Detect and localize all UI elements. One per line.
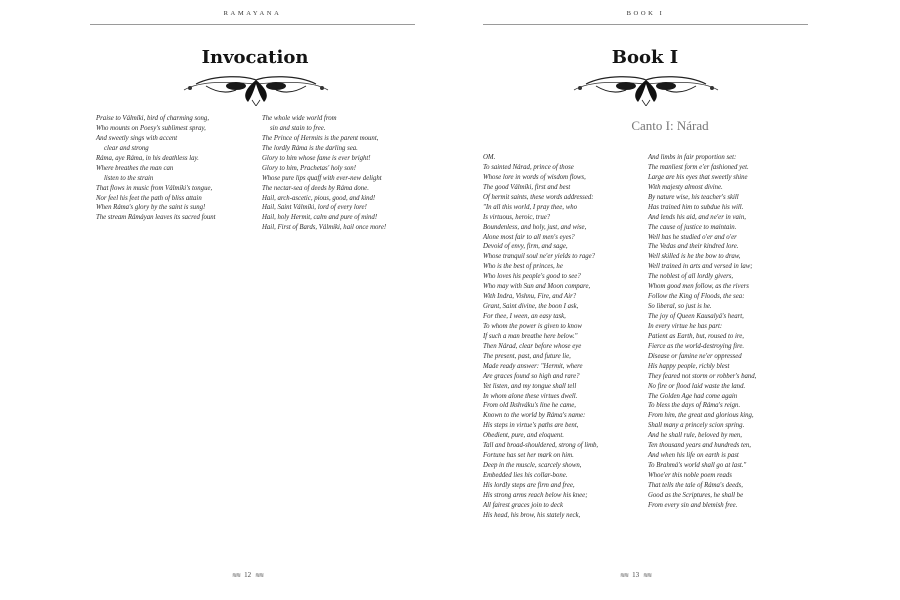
verse-line: Grant, Saint divine, the boon I ask, [483,303,579,311]
verse-line: Whose pure lips quaff with ever-new delight [262,174,382,182]
verse-line: The Golden Age had come again [648,392,738,400]
verse-line: Shall many a princely scion spring. [648,422,745,430]
verse-line: Whom good men follow, as the rivers [648,283,749,291]
verse-line: The Prince of Hermits is the parent mount, [262,134,379,142]
verse-column-1 [96,114,216,223]
verse-line: Who is the best of princes, he [483,263,563,271]
verse-line: And limbs in fair proportion set: [648,154,737,161]
page-title: Book I [611,47,679,68]
verse-line: Has trained him to subdue his will. [648,203,744,211]
verse-line: Where breathes the man can [96,164,174,172]
verse-line: His strong arms reach below his knee; [483,491,588,499]
verse-line: Who may with Sun and Moon compare, [483,283,591,291]
verse-line: Hail, arch-ascetic, pious, good, and kind! [262,194,376,202]
verse-line: When Ráma's glory by the saint is sung! [96,204,206,212]
verse-line: Whose tranquil soul ne'er yields to rage? [483,253,596,261]
verse-line: Yet listen, and my tongue shall tell [483,382,577,390]
verse-line: By nature wise, his teacher's skill [648,193,739,201]
verse-line: His head, his brow, his stately neck, [483,511,581,519]
running-head: BOOK I [626,10,665,17]
verse-line: listen to the strain [104,174,154,182]
verse-line: Patient as Earth, but, roused to ire, [648,332,744,340]
verse-line: And he shall rule, beloved by men, [648,432,742,440]
verse-line: Large are his eyes that sweetly shine [648,173,748,181]
page-number: 13 [632,571,640,579]
verse-line: His steps in virtue's paths are bent, [483,422,579,430]
verse-line: No fire or flood laid waste the land. [648,382,746,390]
verse-line: Tall and broad-shouldered, strong of limb, [483,442,599,450]
verse-line: Whoe'er this noble poem reads [648,472,732,479]
verse-line: The whole wide world from [262,115,337,122]
verse-line: The lordly Ráma is the darling sea. [262,144,358,152]
header-rule [483,24,808,25]
verse-line: They feared not storm or robber's band, [648,372,757,380]
right-page [450,0,900,600]
flourish-ornament [176,66,336,106]
ornament-icon: ≋≋ [232,572,241,579]
verse-line: That tells the tale of Ráma's deeds, [648,481,743,489]
verse-line: That flows in music from Válmíki's tongue, [96,184,213,192]
ornament-icon: ≋≋ [255,572,264,579]
verse-line: Who loves his people's good to see? [483,273,581,281]
verse-line: Fortune has set her mark on him. [483,452,574,460]
verse-line: From him, the great and glorious king, [648,412,754,420]
verse-line: Good as the Scriptures, he shall be [648,491,744,499]
verse-line: Disease or famine ne'er oppressed [648,352,742,360]
verse-line: Hail, Saint Válmíki, lord of every lore! [262,204,367,212]
verse-column-2 [648,153,756,511]
page-number-footer [620,571,651,579]
verse-line: Is virtuous, heroic, true? [483,213,551,221]
verse-line: For thee, I ween, an easy task, [483,313,566,320]
verse-column-1 [483,153,598,521]
verse-line: And when his life on earth is past [648,452,739,460]
page-number-footer [232,571,263,579]
verse-line: Deep in the muscle, scarcely shown, [483,462,582,470]
verse-line: Praise to Válmíki, bird of charming song, [96,115,210,122]
verse-line: The noblest of all lordly givers, [648,273,734,281]
verse-line: Glory to him whose fame is ever bright! [262,154,371,162]
verse-line: sin and stain to free. [270,124,326,132]
verse-line: With majesty almost divine. [648,183,723,191]
verse-line: Fierce as the world-destroying fire. [648,342,745,350]
canto-title: Canto I: Nárad [631,118,709,133]
verse-line: Well skilled is he the bow to draw, [648,253,741,261]
ornament-icon: ≋≋ [643,572,652,579]
verse-line: Known to the world by Ráma's name: [483,412,586,420]
verse-line: Glory to him, Prachetas' holy son! [262,164,356,172]
page-title: Invocation [201,47,309,68]
flourish-ornament [566,66,726,106]
verse-line: Then Nárad, clear before whose eye [483,342,582,350]
running-head: RAMAYANA [223,10,282,17]
verse-line: The present, past, and future lie, [483,352,571,360]
verse-line: The manliest form e'er fashioned yet. [648,163,749,171]
verse-line: "In all this world, I pray thee, who [483,203,578,211]
verse-line: To whom the power is given to know [483,322,582,330]
verse-line: The stream Rámáyan leaves its sacred fount [96,214,216,222]
verse-line: From every sin and blemish free. [648,501,738,509]
verse-line: Embedded lies his collar-bone. [483,472,568,479]
verse-line: Ráma, aye Ráma, in his deathless lay. [96,154,199,162]
verse-line: Whose lore in words of wisdom flows, [483,173,586,181]
verse-line: The joy of Queen Kausalyá's heart, [648,313,744,320]
verse-column-2 [262,114,386,233]
verse-line: Obedient, pure, and eloquent. [483,432,564,440]
verse-line: Well trained in arts and versed in law; [648,263,753,271]
verse-line: The nectar-sea of deeds by Ráma done. [262,184,369,192]
verse-line: With Indra, Vishnu, Fire, and Air? [483,293,577,301]
ornament-icon: ≋≋ [620,572,629,579]
verse-line: To sainted Nárad, prince of those [483,163,574,171]
verse-line: The Vedas and their kindred lore. [648,243,739,251]
verse-line: Are graces found so high and rare? [483,372,580,380]
verse-line: The good Válmíki, first and best [483,183,571,191]
verse-line: And lends his aid, and ne'er in vain, [648,213,746,221]
verse-line: Hail, First of Bards, Válmíki, hail once more! [262,224,387,232]
verse-line: In every virtue he has part: [648,322,723,330]
verse-line: Well has he studied o'er and o'er [648,233,737,241]
verse-line: clear and strong [104,144,149,152]
page-number: 12 [244,571,252,579]
verse-line: His happy people, richly blest [648,362,730,370]
verse-line: Follow the King of Floods, the sea: [648,293,745,301]
verse-line: Alone most fair to all men's eyes? [483,233,575,241]
verse-line: The cause of justice to maintain. [648,223,737,231]
verse-line: Made ready answer: "Hermit, where [483,362,583,370]
verse-line: Devoid of envy, firm, and sage, [483,243,568,251]
verse-line: Hail, holy Hermit, calm and pure of mind! [262,214,378,222]
verse-line: If such a man breathe here below." [483,332,578,340]
verse-line: Boundenless, and holy, just, and wise, [483,223,587,231]
header-rule [90,24,415,25]
verse-line: And sweetly sings with accent [96,134,178,142]
verse-line: Ten thousand years and hundreds ten, [648,442,751,450]
verse-line: To bless the days of Ráma's reign. [648,402,741,410]
verse-line: Nor feel his feet the path of bliss attain [96,194,202,202]
verse-line: In whom alone these virtues dwell. [483,392,578,400]
verse-line: So liberal, so just is he. [648,303,712,311]
verse-line: Of hermit saints, these words addressed: [483,193,594,201]
verse-line: Who mounts on Poesy's sublimest spray, [96,124,206,132]
verse-line: OM. [483,154,496,161]
verse-line: To Brahmá's world shall go at last." [648,462,747,470]
verse-line: His lordly steps are firm and free, [483,481,575,489]
verse-line: All fairest graces join to deck [483,501,563,509]
verse-line: From old Ikshváku's line he came, [483,402,576,410]
